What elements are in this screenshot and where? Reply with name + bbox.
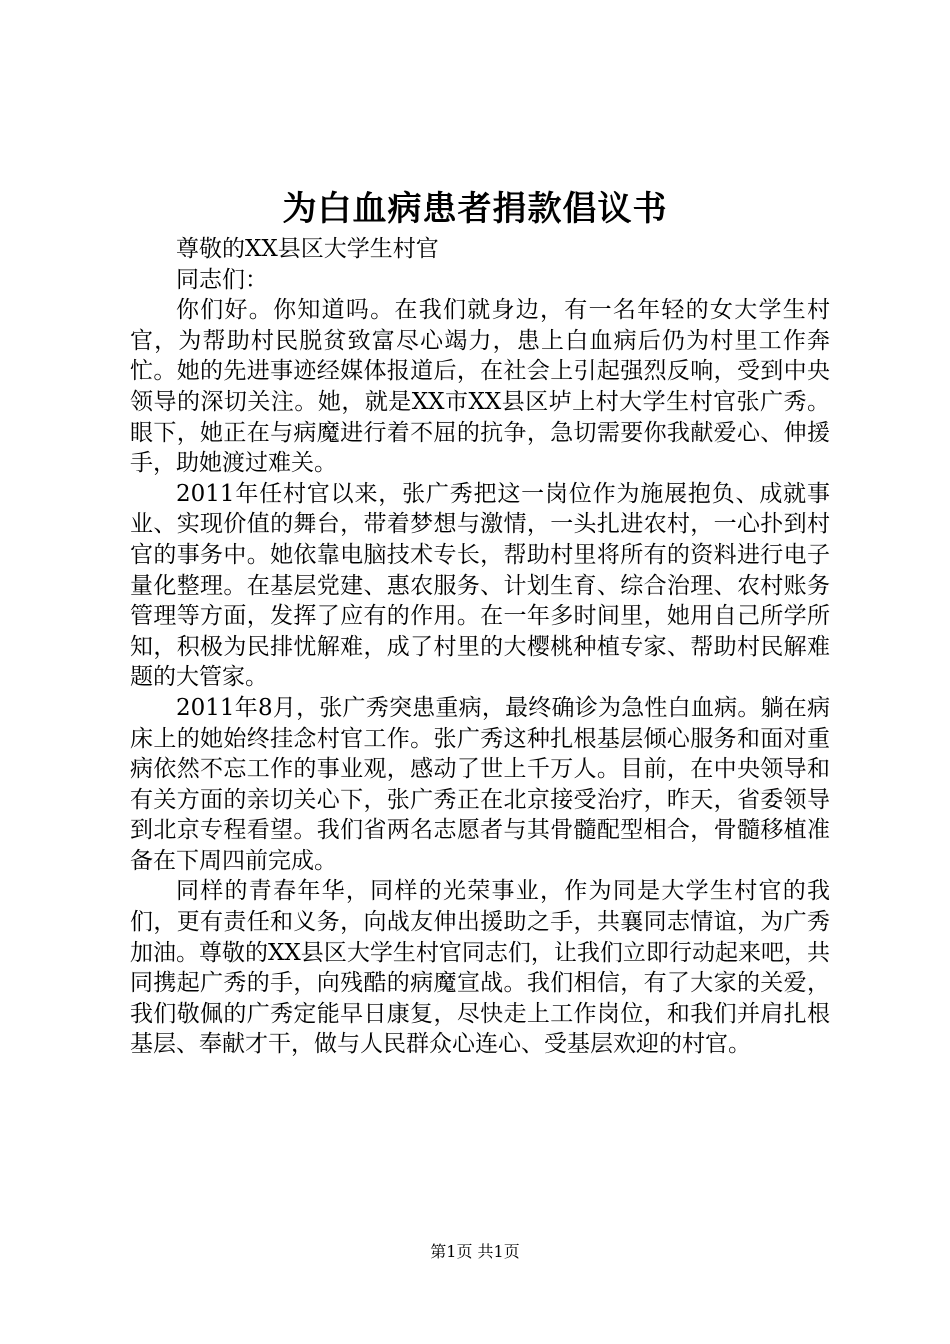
body-paragraph-1: 你们好。你知道吗。在我们就身边，有一名年轻的女大学生村官，为帮助村民脱贫致富尽心竭力，患上白血病后仍为村里工作奔忙。她的先进事迹经媒体报道后，在社会上引起强烈反响，受到中央领导的深切关注。她，就是XX市XX县区垆上村大学生村官张广秀。眼下，她正在与病魔进行着不屈的抗争，急切需要你我献爱心、伸援手，助她渡过难关。: [130, 297, 830, 477]
document-title: 为白血病患者捐款倡议书: [282, 189, 668, 229]
salutation-line-2: 同志们：: [176, 266, 268, 293]
body-paragraph-3: 2011年8月，张广秀突患重病，最终确诊为急性白血病。躺在病床上的她始终挂念村官工作。张广秀这种扎根基层倾心服务和面对重病依然不忘工作的事业观，感动了世上千万人。目前，在中央领导和有关方面的亲切关心下，张广秀正在北京接受治疗，昨天，省委领导到北京专程看望。我们省两名志愿者与其骨髓配型相合，骨髓移植准备在下周四前完成。: [130, 694, 830, 874]
document-body: [130, 234, 830, 1060]
salutation-line-1: 尊敬的XX县区大学生村官: [176, 236, 439, 262]
body-paragraph-4: 同样的青春年华，同样的光荣事业，作为同是大学生村官的我们，更有责任和义务，向战友伸出援助之手，共襄同志情谊，为广秀加油。尊敬的XX县区大学生村官同志们，让我们立即行动起来吧，共同携起广秀的手，向残酷的病魔宣战。我们相信，有了大家的关爱，我们敬佩的广秀定能早日康复，尽快走上工作岗位，和我们并肩扎根基层、奉献才干，做与人民群众心连心、受基层欢迎的村官。: [130, 878, 830, 1058]
body-paragraph-2: 2011年任村官以来，张广秀把这一岗位作为施展抱负、成就事业、实现价值的舞台，带着梦想与激情，一头扎进农村，一心扑到村官的事务中。她依靠电脑技术专长，帮助村里将所有的资料进行电子量化整理。在基层党建、惠农服务、计划生育、综合治理、农村账务管理等方面，发挥了应有的作用。在一年多时间里，她用自己所学所知，积极为民排忧解难，成了村里的大樱桃种植专家、帮助村民解难题的大管家。: [130, 480, 830, 691]
page-number-footer: 第1页 共1页: [430, 1242, 520, 1261]
